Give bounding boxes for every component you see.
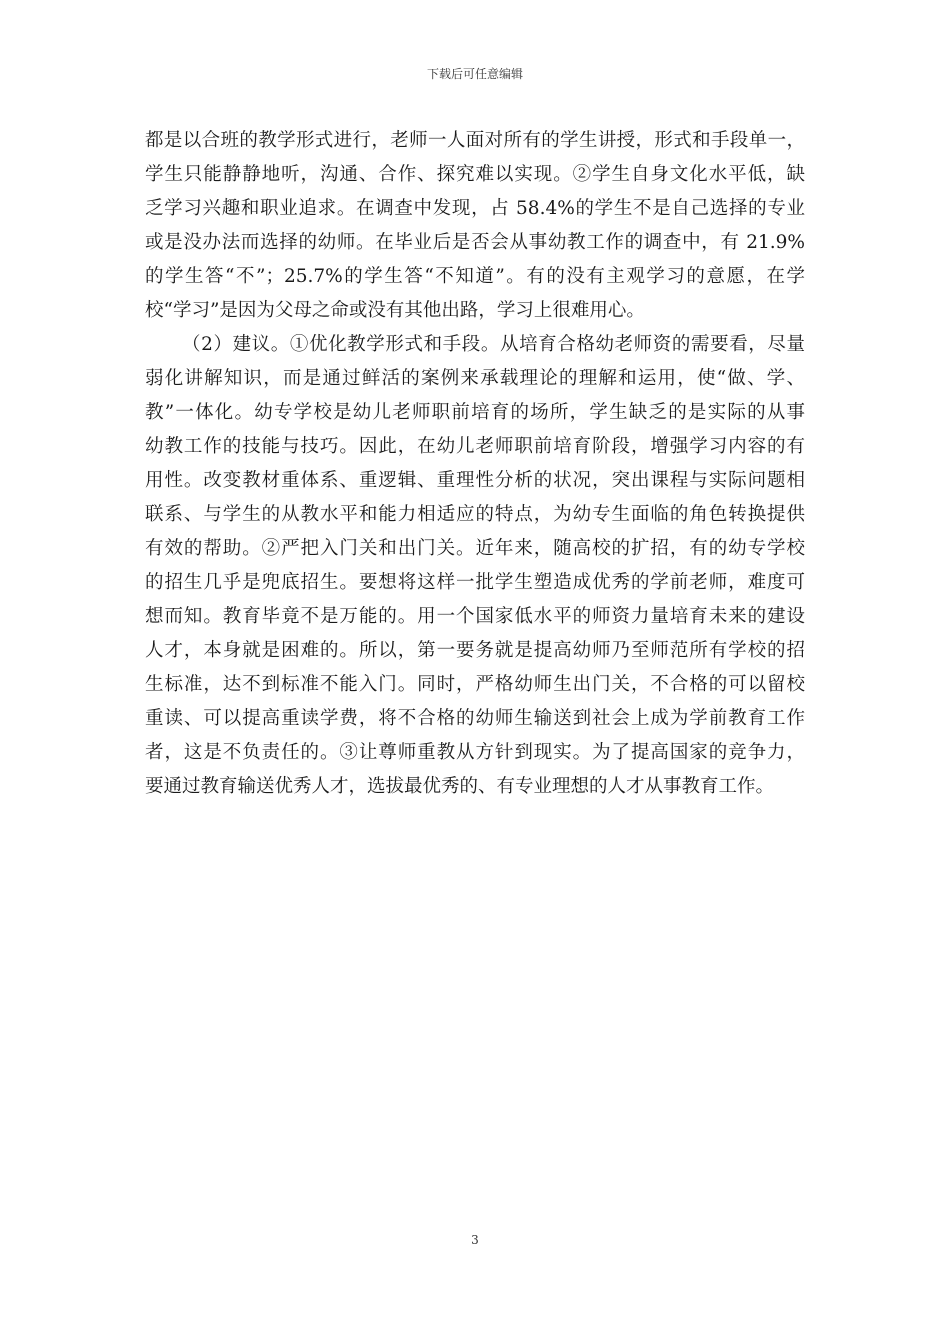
text-line: 有效的帮助。②严把入门关和出门关。近年来，随高校的扩招，有的幼专学校 [145, 538, 805, 559]
text-line: 校“学习”是因为父母之命或没有其他出路，学习上很难用心。 [145, 300, 645, 321]
text-line: 要通过教育输送优秀人才，选拔最优秀的、有专业理想的人才从事教育工作。 [145, 776, 775, 797]
document-body [145, 124, 805, 804]
text-line: 想而知。教育毕竟不是万能的。用一个国家低水平的师资力量培育未来的建设 [145, 606, 805, 627]
text-line: 用性。改变教材重体系、重逻辑、重理性分析的状况，突出课程与实际问题相 [145, 470, 805, 491]
paragraph-findings [145, 124, 805, 328]
text-line: 重读、可以提高重读学费，将不合格的幼师生输送到社会上成为学前教育工作 [145, 708, 805, 729]
text-line: 幼教工作的技能与技巧。因此，在幼儿老师职前培育阶段，增强学习内容的有 [145, 436, 805, 457]
text-line: 生标准，达不到标准不能入门。同时，严格幼师生出门关，不合格的可以留校 [145, 674, 805, 695]
paragraph-suggestions [145, 328, 805, 804]
text-line: 联系、与学生的从教水平和能力相适应的特点，为幼专生面临的角色转换提供 [145, 504, 805, 525]
text-line: 人才，本身就是困难的。所以，第一要务就是提高幼师乃至师范所有学校的招 [145, 640, 805, 661]
page-header: 下载后可任意编辑 [426, 67, 523, 81]
text-line: 或是没办法而选择的幼师。在毕业后是否会从事幼教工作的调查中，有 21.9% [145, 232, 805, 253]
text-line: 者，这是不负责任的。③让尊师重教从方针到现实。为了提高国家的竞争力， [145, 742, 805, 763]
text-line: 的招生几乎是兜底招生。要想将这样一批学生塑造成优秀的学前老师，难度可 [145, 572, 805, 593]
text-line: 弱化讲解知识，而是通过鲜活的案例来承载理论的理解和运用，使“做、学、 [145, 368, 805, 389]
text-line: 教”一体化。幼专学校是幼儿老师职前培育的场所，学生缺乏的是实际的从事 [145, 402, 805, 423]
text-line: 都是以合班的教学形式进行，老师一人面对所有的学生讲授，形式和手段单一， [145, 130, 805, 151]
page-number: 3 [471, 1233, 479, 1247]
text-line: （2）建议。①优化教学形式和手段。从培育合格幼老师资的需要看，尽量 [182, 334, 805, 355]
text-line: 乏学习兴趣和职业追求。在调查中发现，占 58.4%的学生不是自己选择的专业 [145, 198, 805, 219]
text-line: 的学生答“不”；25.7%的学生答“不知道”。有的没有主观学习的意愿，在学 [145, 266, 805, 287]
text-line: 学生只能静静地听，沟通、合作、探究难以实现。②学生自身文化水平低，缺 [145, 164, 805, 185]
